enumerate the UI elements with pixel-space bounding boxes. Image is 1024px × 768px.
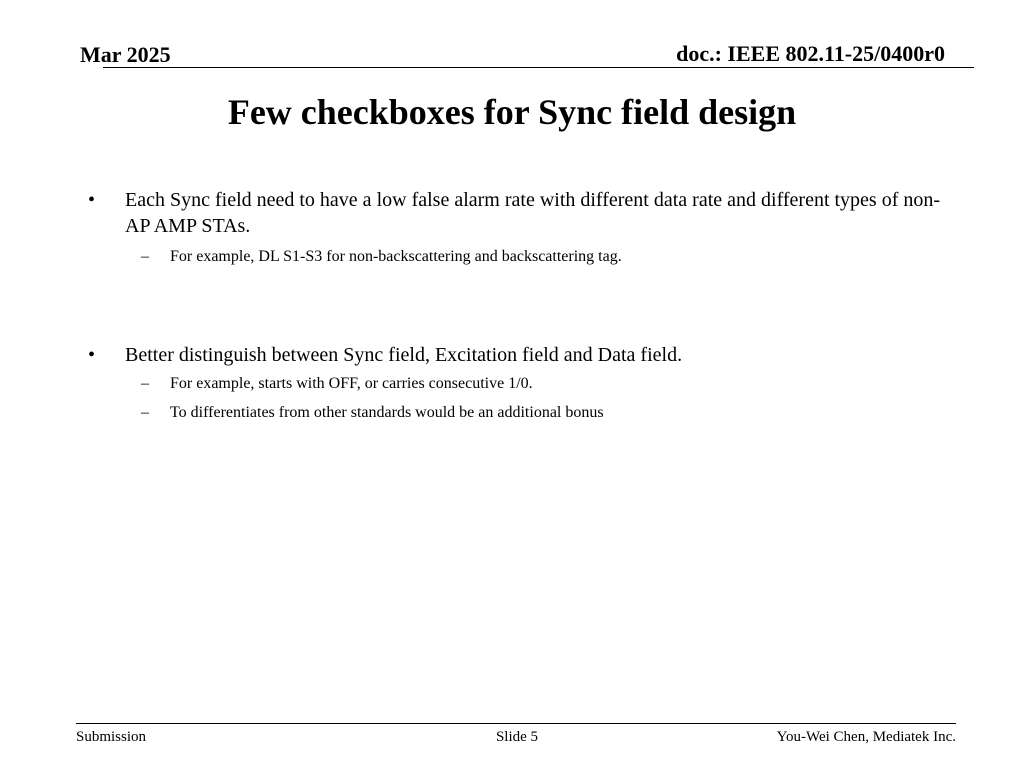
sub-bullet-1-1: For example, DL S1-S3 for non-backscattering and backscattering tag. xyxy=(170,248,622,265)
footer-author: You-Wei Chen, Mediatek Inc. xyxy=(776,729,956,745)
bullet-marker: • xyxy=(88,344,96,366)
bullet-marker: • xyxy=(88,189,96,211)
footer-slide-number: Slide 5 xyxy=(495,729,539,745)
footer-submission: Submission xyxy=(76,729,147,745)
sub-bullet-marker: – xyxy=(141,375,149,392)
footer-divider xyxy=(76,723,956,724)
sub-bullet-marker: – xyxy=(141,404,149,421)
header-doc-id: doc.: IEEE 802.11-25/0400r0 xyxy=(676,41,945,66)
bullet-point-2: Better distinguish between Sync field, Excitation field and Data field. xyxy=(125,344,683,366)
sub-bullet-2-1: For example, starts with OFF, or carries consecutive 1/0. xyxy=(170,375,533,392)
header-date: Mar 2025 xyxy=(80,42,171,67)
sub-bullet-2-2: To differentiates from other standards would be an additional bonus xyxy=(170,404,604,421)
slide-title: Few checkboxes for Sync field design xyxy=(227,92,797,132)
sub-bullet-marker: – xyxy=(141,248,149,265)
bullet-point-1: Each Sync field need to have a low false alarm rate with different data rate and different types of non-AP AMP STAs. xyxy=(125,189,941,237)
